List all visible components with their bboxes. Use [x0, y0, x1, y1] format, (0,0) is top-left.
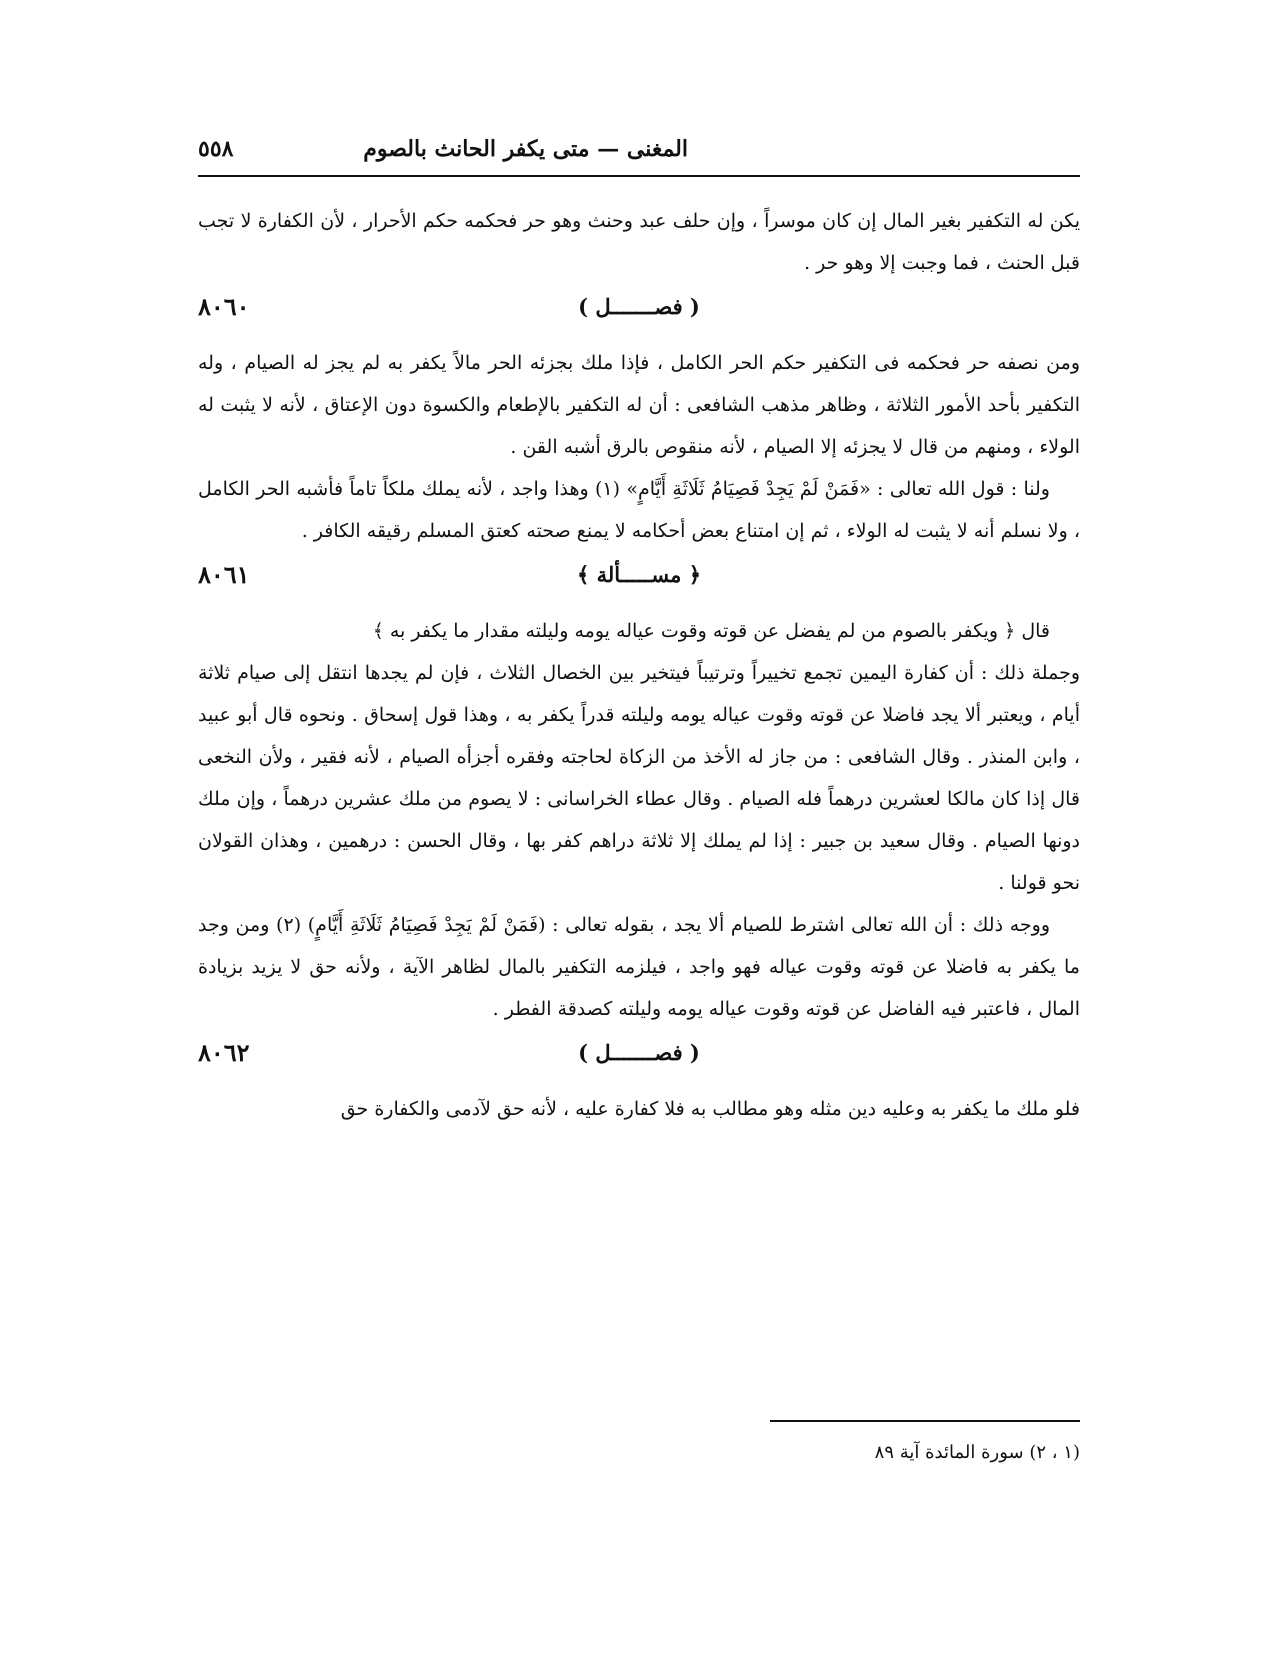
paragraph: فلو ملك ما يكفر به وعليه دين مثله وهو مطالب به فلا كفارة عليه ، لأنه حق لآدمى والكفارة حق [340, 1098, 1080, 1120]
section-heading [198, 552, 1080, 610]
section-heading [198, 284, 1080, 342]
header-title: المغنى — متى يكفر الحانث بالصوم [363, 136, 688, 162]
paragraph: قال ﴿ ويكفر بالصوم من لم يفضل عن قوته وقوت عياله يومه وليلته مقدار ما يكفر به ﴾ [372, 620, 1050, 642]
footnote-divider [770, 1420, 1080, 1422]
paragraph: ولنا : قول الله تعالى : «فَمَنْ لَمْ يَجِدْ فَصِيَامُ ثَلَاثَةِ أَيَّامٍ» (١) وهذا واجد ، لأنه يملك ملكاً تاماً فأشبه الحر الكامل ، ولا نسلم أنه لا يثبت له الولاء ، ثم إن امتناع بعض أحكامه لا يمنع صحته كعتق المسلم رقيقه الكافر . [198, 478, 1080, 542]
paragraph: يكن له التكفير بغير المال إن كان موسراً ، وإن حلف عبد وحنث وهو حر فحكمه حكم الأحرار ، لأن الكفارة لا تجب قبل الحنث ، فما وجبت إلا وهو حر . [198, 210, 1080, 274]
page-number: ٥٥٨ [198, 136, 234, 162]
section-title: ﴿ مســـــألة ﴾ [576, 562, 702, 587]
section-title: ( فصـــــــل ) [578, 294, 700, 319]
page-body [198, 200, 1080, 1130]
section-title: ( فصـــــــل ) [578, 1040, 700, 1065]
section-number: ٨٠٦١ [198, 560, 250, 589]
footnote: (١ ، ٢) سورة المائدة آية ٨٩ [874, 1442, 1080, 1463]
section-number: ٨٠٦٢ [198, 1038, 250, 1067]
running-header [198, 122, 1078, 178]
header-divider [198, 175, 1080, 177]
paragraph: ووجه ذلك : أن الله تعالى اشترط للصيام ألا يجد ، بقوله تعالى : (فَمَنْ لَمْ يَجِدْ فَصِيَامُ ثَلَاثَةِ أَيَّامٍ) (٢) ومن وجد ما يكفر به فاضلا عن قوته وقوت عياله فهو واجد ، فيلزمه التكفير بالمال لظاهر الآية ، ولأنه حق لا يزيد بزيادة المال ، فاعتبر فيه الفاضل عن قوته وقوت عياله يومه وليلته كصدقة الفطر . [198, 914, 1080, 1020]
paragraph: وجملة ذلك : أن كفارة اليمين تجمع تخييراً وترتيباً فيتخير بين الخصال الثلاث ، فإن لم يجدها انتقل إلى صيام ثلاثة أيام ، ويعتبر ألا يجد فاضلا عن قوته وقوت عياله يومه وليلته قدراً يكفر به ، وهذا قول إسحاق . ونحوه قال أبو عبيد ، وابن المنذر . وقال الشافعى : من جاز له الأخذ من الزكاة لحاجته وفقره أجزأه الصيام ، لأنه فقير ، ولأن النخعى قال إذا كان مالكا لعشرين درهماً فله الصيام . وقال عطاء الخراسانى : لا يصوم من ملك عشرين درهماً ، وإن ملك دونها الصيام . وقال سعيد بن جبير : إذا لم يملك إلا ثلاثة دراهم كفر بها ، وقال الحسن : درهمين ، وهذان القولان نحو قولنا . [198, 662, 1080, 894]
section-heading [198, 1030, 1080, 1088]
section-number: ٨٠٦٠ [198, 292, 250, 321]
paragraph: ومن نصفه حر فحكمه فى التكفير حكم الحر الكامل ، فإذا ملك بجزئه الحر مالاً يكفر به لم يجز له الصيام ، وله التكفير بأحد الأمور الثلاثة ، وظاهر مذهب الشافعى : أن له التكفير بالإطعام والكسوة دون الإعتاق ، لأنه لا يثبت له الولاء ، ومنهم من قال لا يجزئه إلا الصيام ، لأنه منقوص بالرق أشبه القن . [198, 352, 1080, 458]
